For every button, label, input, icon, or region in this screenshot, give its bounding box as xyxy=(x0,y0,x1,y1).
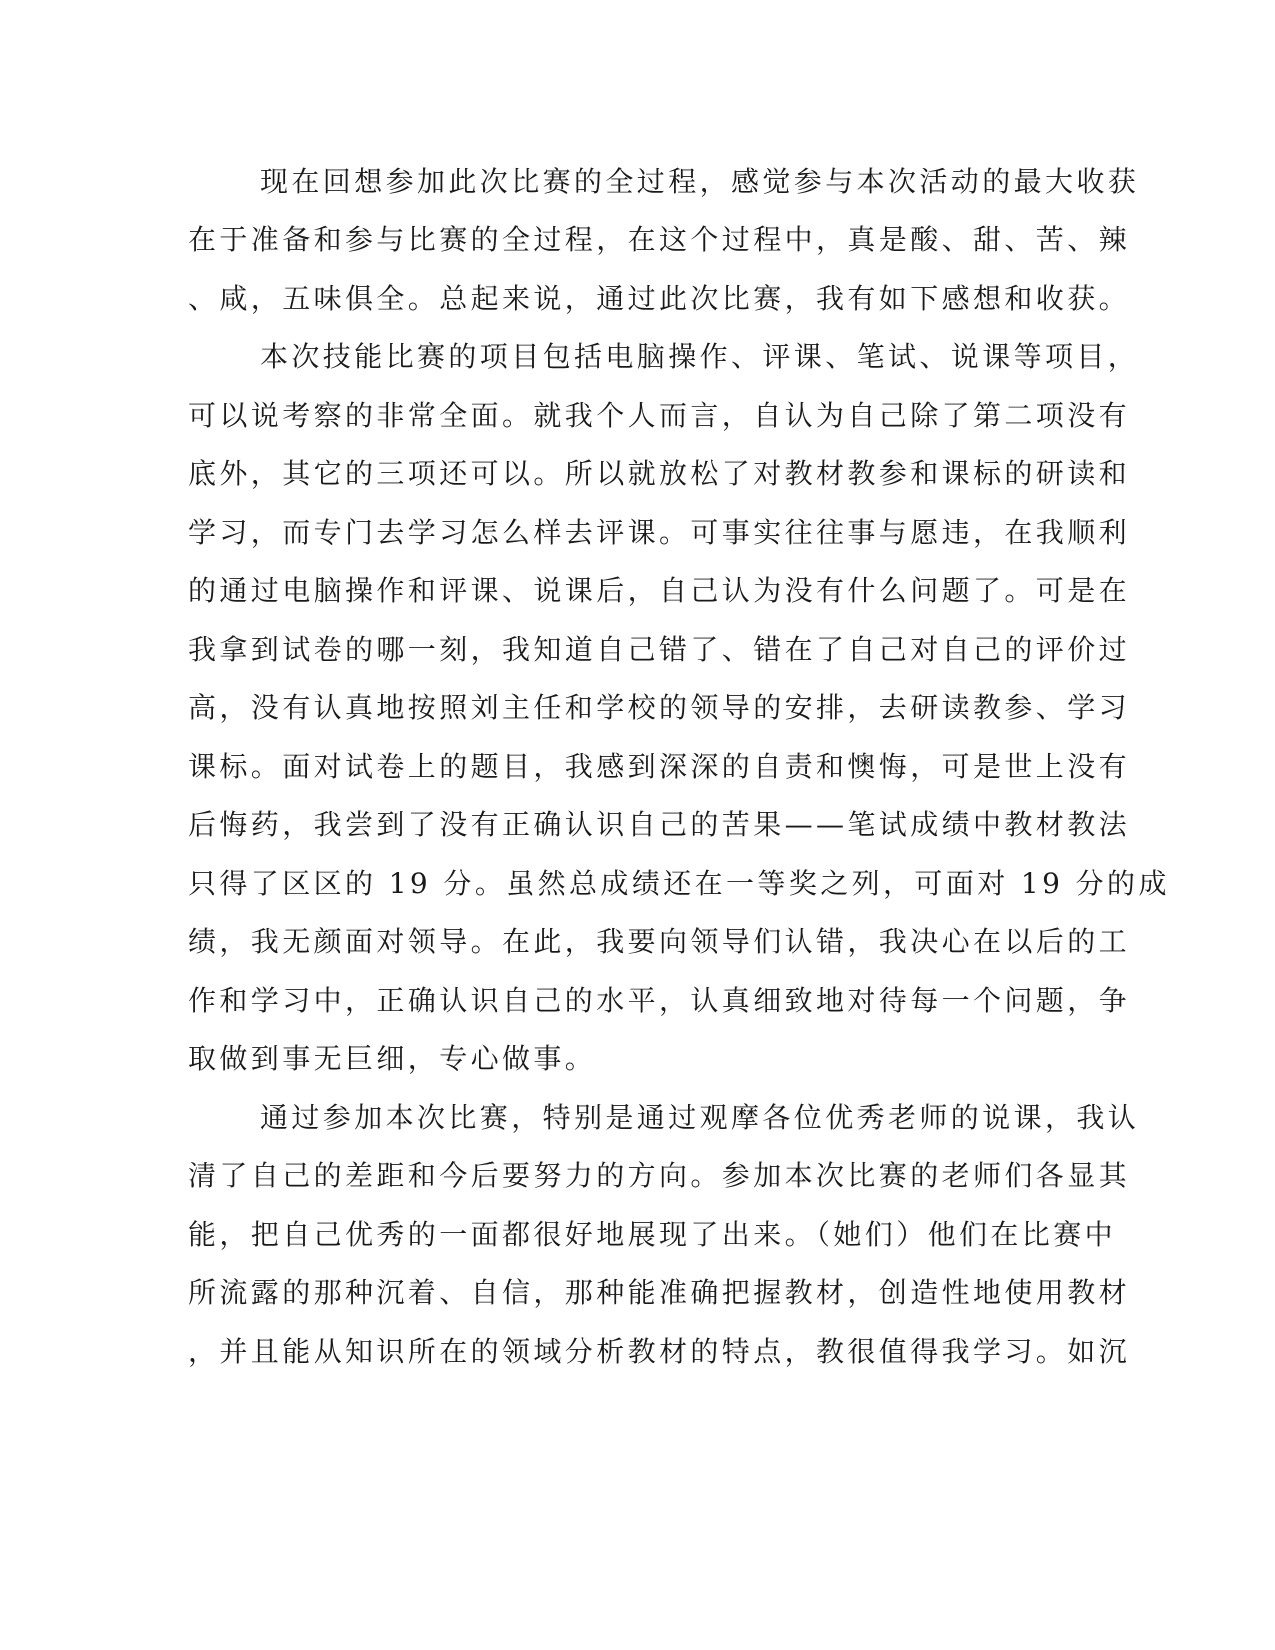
paragraph-2-line-9: 后悔药，我尝到了没有正确认识自己的苦果——笔试成绩中教材教法 xyxy=(188,808,1131,841)
paragraph-3-line-5: ，并且能从知识所在的领域分析教材的特点，教很值得我学习。如沉 xyxy=(188,1335,1131,1368)
paragraph-2-line-4: 学习，而专门去学习怎么样去评课。可事实往往事与愿违，在我顺利 xyxy=(188,516,1131,549)
paragraph-2-line-11: 绩，我无颜面对领导。在此，我要向领导们认错，我决心在以后的工 xyxy=(188,925,1131,958)
paragraph-2-line-10: 只得了区区的 19 分。虽然总成绩还在一等奖之列，可面对 19 分的成 xyxy=(188,867,1170,900)
paragraph-2-line-8: 课标。面对试卷上的题目，我感到深深的自责和懊悔，可是世上没有 xyxy=(188,750,1131,783)
paragraph-1-line-3: 、咸，五味俱全。总起来说，通过此次比赛，我有如下感想和收获。 xyxy=(188,282,1131,315)
paragraph-2-line-2: 可以说考察的非常全面。就我个人而言，自认为自己除了第二项没有 xyxy=(188,399,1131,432)
paragraph-2-line-3: 底外，其它的三项还可以。所以就放松了对教材教参和课标的研读和 xyxy=(188,457,1131,490)
paragraph-1-line-1: 现在回想参加此次比赛的全过程，感觉参与本次活动的最大收获 xyxy=(260,165,1140,198)
paragraph-3-line-2: 清了自己的差距和今后要努力的方向。参加本次比赛的老师们各显其 xyxy=(188,1159,1131,1192)
paragraph-2-line-6: 我拿到试卷的哪一刻，我知道自己错了、错在了自己对自己的评价过 xyxy=(188,633,1131,666)
paragraph-2-line-13: 取做到事无巨细，专心做事。 xyxy=(188,1042,597,1075)
paragraph-2-line-5: 的通过电脑操作和评课、说课后，自己认为没有什么问题了。可是在 xyxy=(188,574,1131,607)
paragraph-2-line-12: 作和学习中，正确认识自己的水平，认真细致地对待每一个问题，争 xyxy=(188,984,1131,1017)
paragraph-3-line-3: 能，把自己优秀的一面都很好地展现了出来。（她们）他们在比赛中 xyxy=(188,1218,1117,1251)
paragraph-3-line-1: 通过参加本次比赛，特别是通过观摩各位优秀老师的说课，我认 xyxy=(260,1101,1140,1134)
paragraph-3-line-4: 所流露的那种沉着、自信，那种能准确把握教材，创造性地使用教材 xyxy=(188,1276,1131,1309)
paragraph-2-line-7: 高，没有认真地按照刘主任和学校的领导的安排，去研读教参、学习 xyxy=(188,691,1131,724)
paragraph-1-line-2: 在于准备和参与比赛的全过程，在这个过程中，真是酸、甜、苦、辣 xyxy=(188,223,1131,256)
paragraph-2-line-1: 本次技能比赛的项目包括电脑操作、评课、笔试、说课等项目， xyxy=(260,340,1140,373)
